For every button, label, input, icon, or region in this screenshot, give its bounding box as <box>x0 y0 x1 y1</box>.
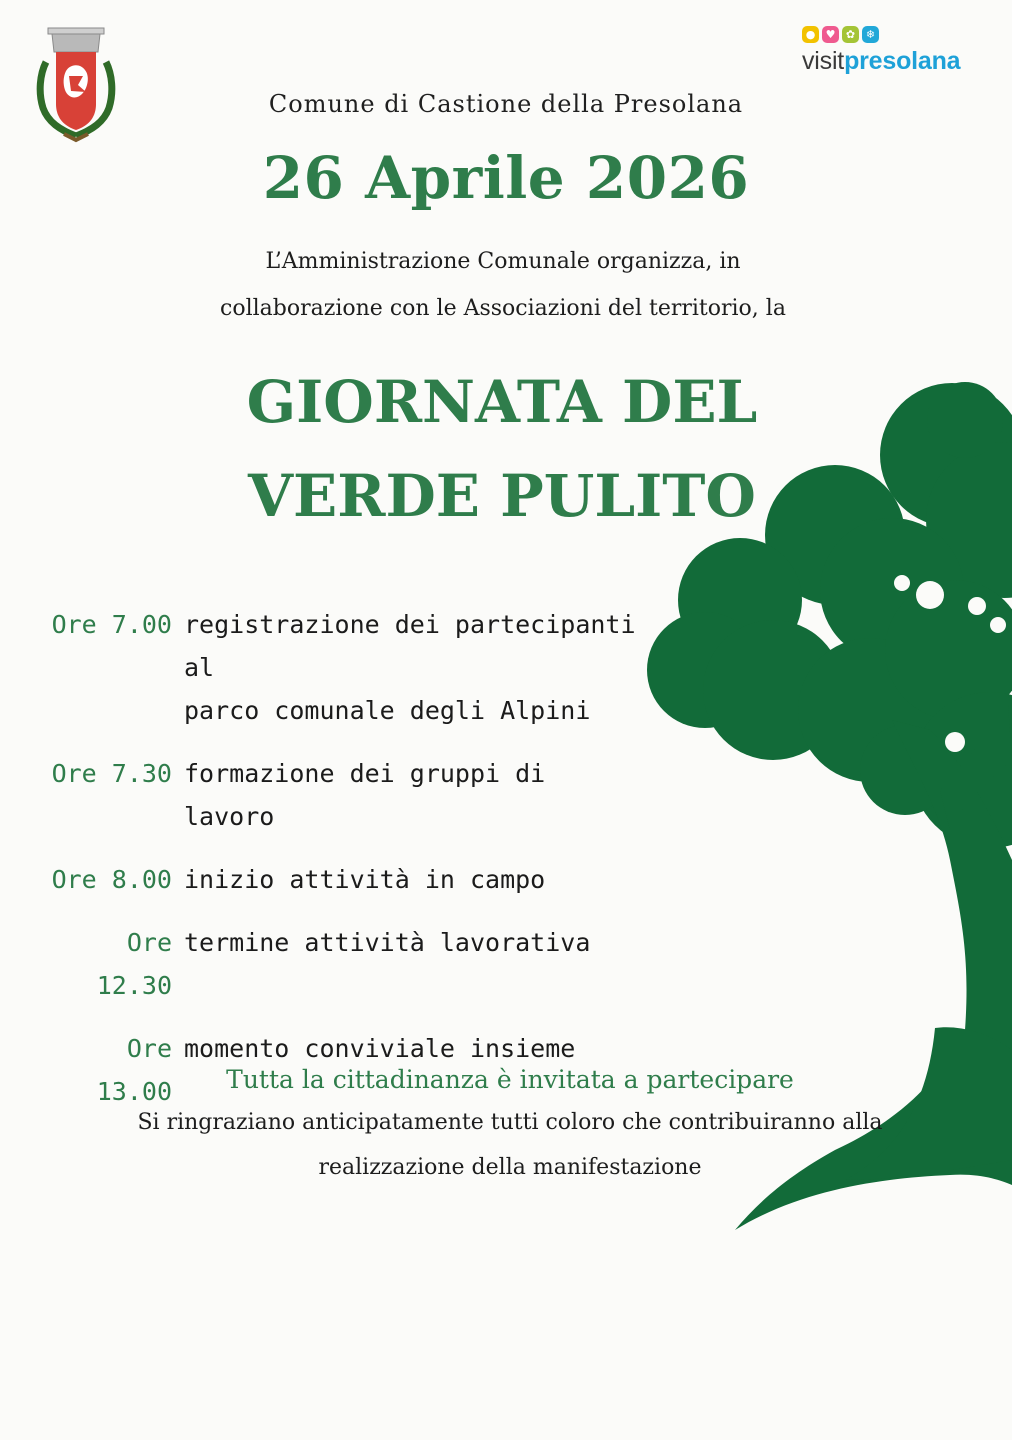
schedule-description-line: registrazione dei partecipanti al <box>184 610 636 682</box>
schedule-row <box>40 752 640 838</box>
schedule-row <box>40 603 640 732</box>
event-date: 26 Aprile 2026 <box>262 144 750 212</box>
municipality-name: Comune di Castione della Presolana <box>268 90 744 118</box>
schedule-time: Ore 7.30 <box>51 759 172 788</box>
schedule-row <box>40 858 640 901</box>
municipal-crest-logo <box>28 16 124 144</box>
schedule-description: inizio attività in campo <box>184 865 546 894</box>
schedule-description: termine attività lavorativa <box>184 928 591 957</box>
schedule-description: momento conviviale insieme <box>184 1034 576 1063</box>
schedule-time: Ore 13.00 <box>96 1034 172 1106</box>
schedule-time: Ore 12.30 <box>96 928 172 1000</box>
schedule-time: Ore 7.00 <box>51 610 172 639</box>
invitation-text: Tutta la cittadinanza è invitata a partecipare <box>226 1065 794 1094</box>
flower-icon: ✿ <box>842 26 859 43</box>
heart-icon: ♥ <box>822 26 839 43</box>
snowflake-icon: ❄ <box>862 26 879 43</box>
event-title-line-2: VERDE PULITO <box>248 462 756 530</box>
event-title <box>200 355 804 543</box>
brand-icon-strip <box>802 26 992 43</box>
sun-icon: ● <box>802 26 819 43</box>
brand-wordmark <box>802 47 992 75</box>
schedule-list <box>40 603 640 1133</box>
schedule-row <box>40 921 640 1007</box>
visit-presolana-logo <box>802 26 992 86</box>
event-title-line-1: GIORNATA DEL <box>246 368 758 436</box>
schedule-description: formazione dei gruppi di lavoro <box>184 759 546 831</box>
schedule-time: Ore 8.00 <box>51 865 172 894</box>
brand-place-text: presolana <box>844 47 961 75</box>
schedule-description-line: parco comunale degli Alpini <box>184 696 591 725</box>
brand-visit-text: visit <box>802 47 845 75</box>
thanks-line-1: Si ringraziano anticipatamente tutti coloro che contribuiranno alla <box>137 1110 883 1135</box>
intro-text <box>188 238 818 332</box>
thanks-line-2: realizzazione della manifestazione <box>318 1155 702 1180</box>
intro-line-2: collaborazione con le Associazioni del territorio, la <box>220 296 786 321</box>
intro-line-1: L’Amministrazione Comunale organizza, in <box>265 249 741 274</box>
thanks-text <box>120 1100 900 1190</box>
schedule-description <box>184 603 640 732</box>
